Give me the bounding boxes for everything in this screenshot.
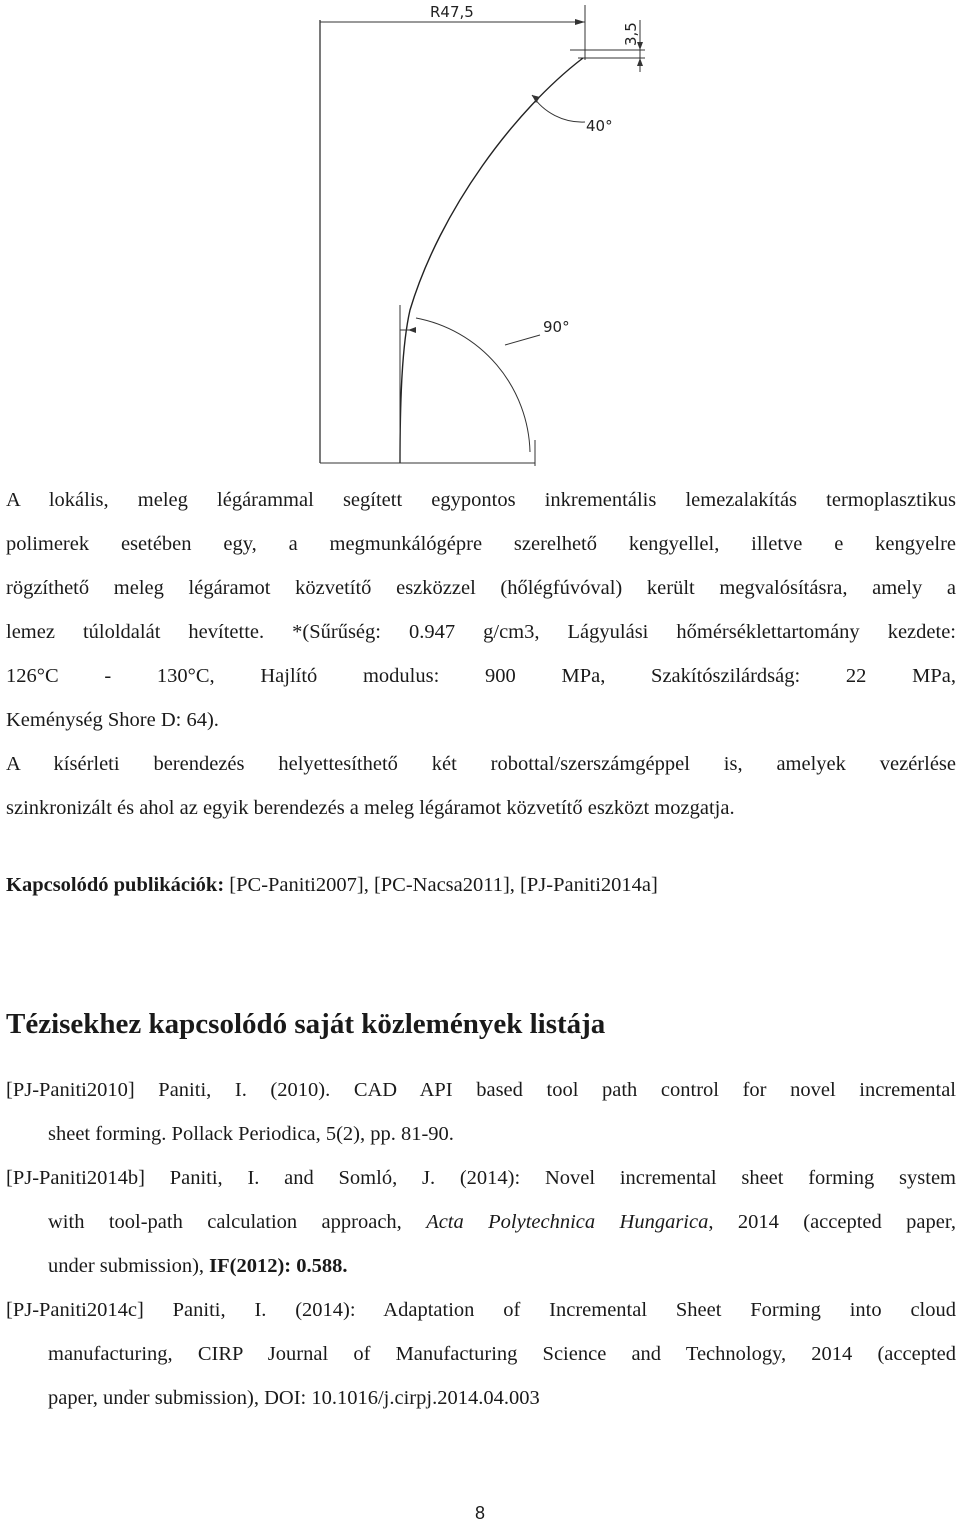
- angle-90-leader: [505, 335, 540, 345]
- reference-line: paper, under submission), DOI: 10.1016/j.cirpj.2014.04.003: [48, 1387, 540, 1409]
- profile-arc: [400, 58, 583, 463]
- related-publications: [6, 874, 658, 897]
- angle-90-arc: [416, 318, 530, 452]
- reference-line: manufacturing, CIRP Journal of Manufacturing Science and Technology, 2014 (accepted: [48, 1343, 956, 1365]
- paragraph-line: polimerek esetében egy, a megmunkálógépre szerelhető kengyellel, illetve e kengyelre: [6, 533, 956, 555]
- paragraph-line: rögzíthető meleg légáramot közvetítő eszközzel (hőlégfúvóval) került megvalósításra, amely a: [6, 577, 956, 599]
- angle-90-label: 90°: [543, 318, 570, 336]
- reference-text: under submission),: [48, 1255, 210, 1277]
- angle-40-arc: [532, 95, 585, 122]
- angle-40-label: 40°: [586, 117, 613, 135]
- reference-line: [PJ-Paniti2010] Paniti, I. (2010). CAD API based tool path control for novel incremental: [6, 1079, 956, 1101]
- reference-line: [PJ-Paniti2014b] Paniti, I. and Somló, J. (2014): Novel incremental sheet forming system: [6, 1167, 956, 1189]
- reference-list: [6, 1068, 956, 1420]
- reference-line: [6, 1200, 956, 1244]
- offset-arrow-bottom: [637, 58, 643, 66]
- reference-text: , 2014 (accepted paper,: [708, 1211, 956, 1233]
- gap-arrow: [408, 327, 416, 333]
- radius-label: R47,5: [430, 3, 474, 21]
- reference-line: sheet forming. Pollack Periodica, 5(2), pp. 81-90.: [48, 1123, 454, 1145]
- tool-profile-drawing: [300, 0, 660, 470]
- paragraph-hot-air-setup: [6, 478, 956, 742]
- related-publications-list: [PC-Paniti2007], [PC-Nacsa2011], [PJ-Paniti2014a]: [224, 874, 658, 896]
- paragraph-line: A lokális, meleg légárammal segített egypontos inkrementális lemezalakítás termoplasztikus: [6, 489, 956, 511]
- angle-40-arrow: [532, 95, 540, 103]
- offset-label: 3,5: [622, 22, 640, 46]
- paragraph-line: 126°C - 130°C, Hajlító modulus: 900 MPa, Szakítószilárdság: 22 MPa,: [6, 665, 956, 687]
- reference-line: [6, 1244, 956, 1288]
- related-publications-label: Kapcsolódó publikációk:: [6, 874, 225, 896]
- paragraph-line: szinkronizált és ahol az egyik berendezés a meleg légáramot közvetítő eszközt mozgatja.: [6, 797, 735, 819]
- reference-item: [6, 1156, 956, 1288]
- impact-factor: IF(2012): 0.588.: [209, 1255, 348, 1277]
- reference-line: [PJ-Paniti2014c] Paniti, I. (2014): Adaptation of Incremental Sheet Forming into cloud: [6, 1299, 956, 1321]
- reference-item: [6, 1288, 956, 1420]
- reference-text: with tool-path calculation approach,: [48, 1211, 427, 1233]
- section-heading: Tézisekhez kapcsolódó saját közlemények listája: [6, 1008, 606, 1040]
- dimension-arrow: [575, 19, 585, 25]
- tool-profile-svg: [300, 0, 660, 470]
- paragraph-robot-setup: [6, 742, 956, 830]
- page-number: 8: [474, 1503, 485, 1523]
- paragraph-line: A kísérleti berendezés helyettesíthető két robottal/szerszámgéppel is, amelyek vezérlése: [6, 753, 956, 775]
- paragraph-line: Keménység Shore D: 64).: [6, 709, 219, 731]
- paragraph-line: lemez túloldalát hevítette. *(Sűrűség: 0.947 g/cm3, Lágyulási hőmérséklettartomány kezdete:: [6, 621, 956, 643]
- reference-item: [6, 1068, 956, 1156]
- journal-name: Acta Polytechnica Hungarica: [426, 1211, 709, 1233]
